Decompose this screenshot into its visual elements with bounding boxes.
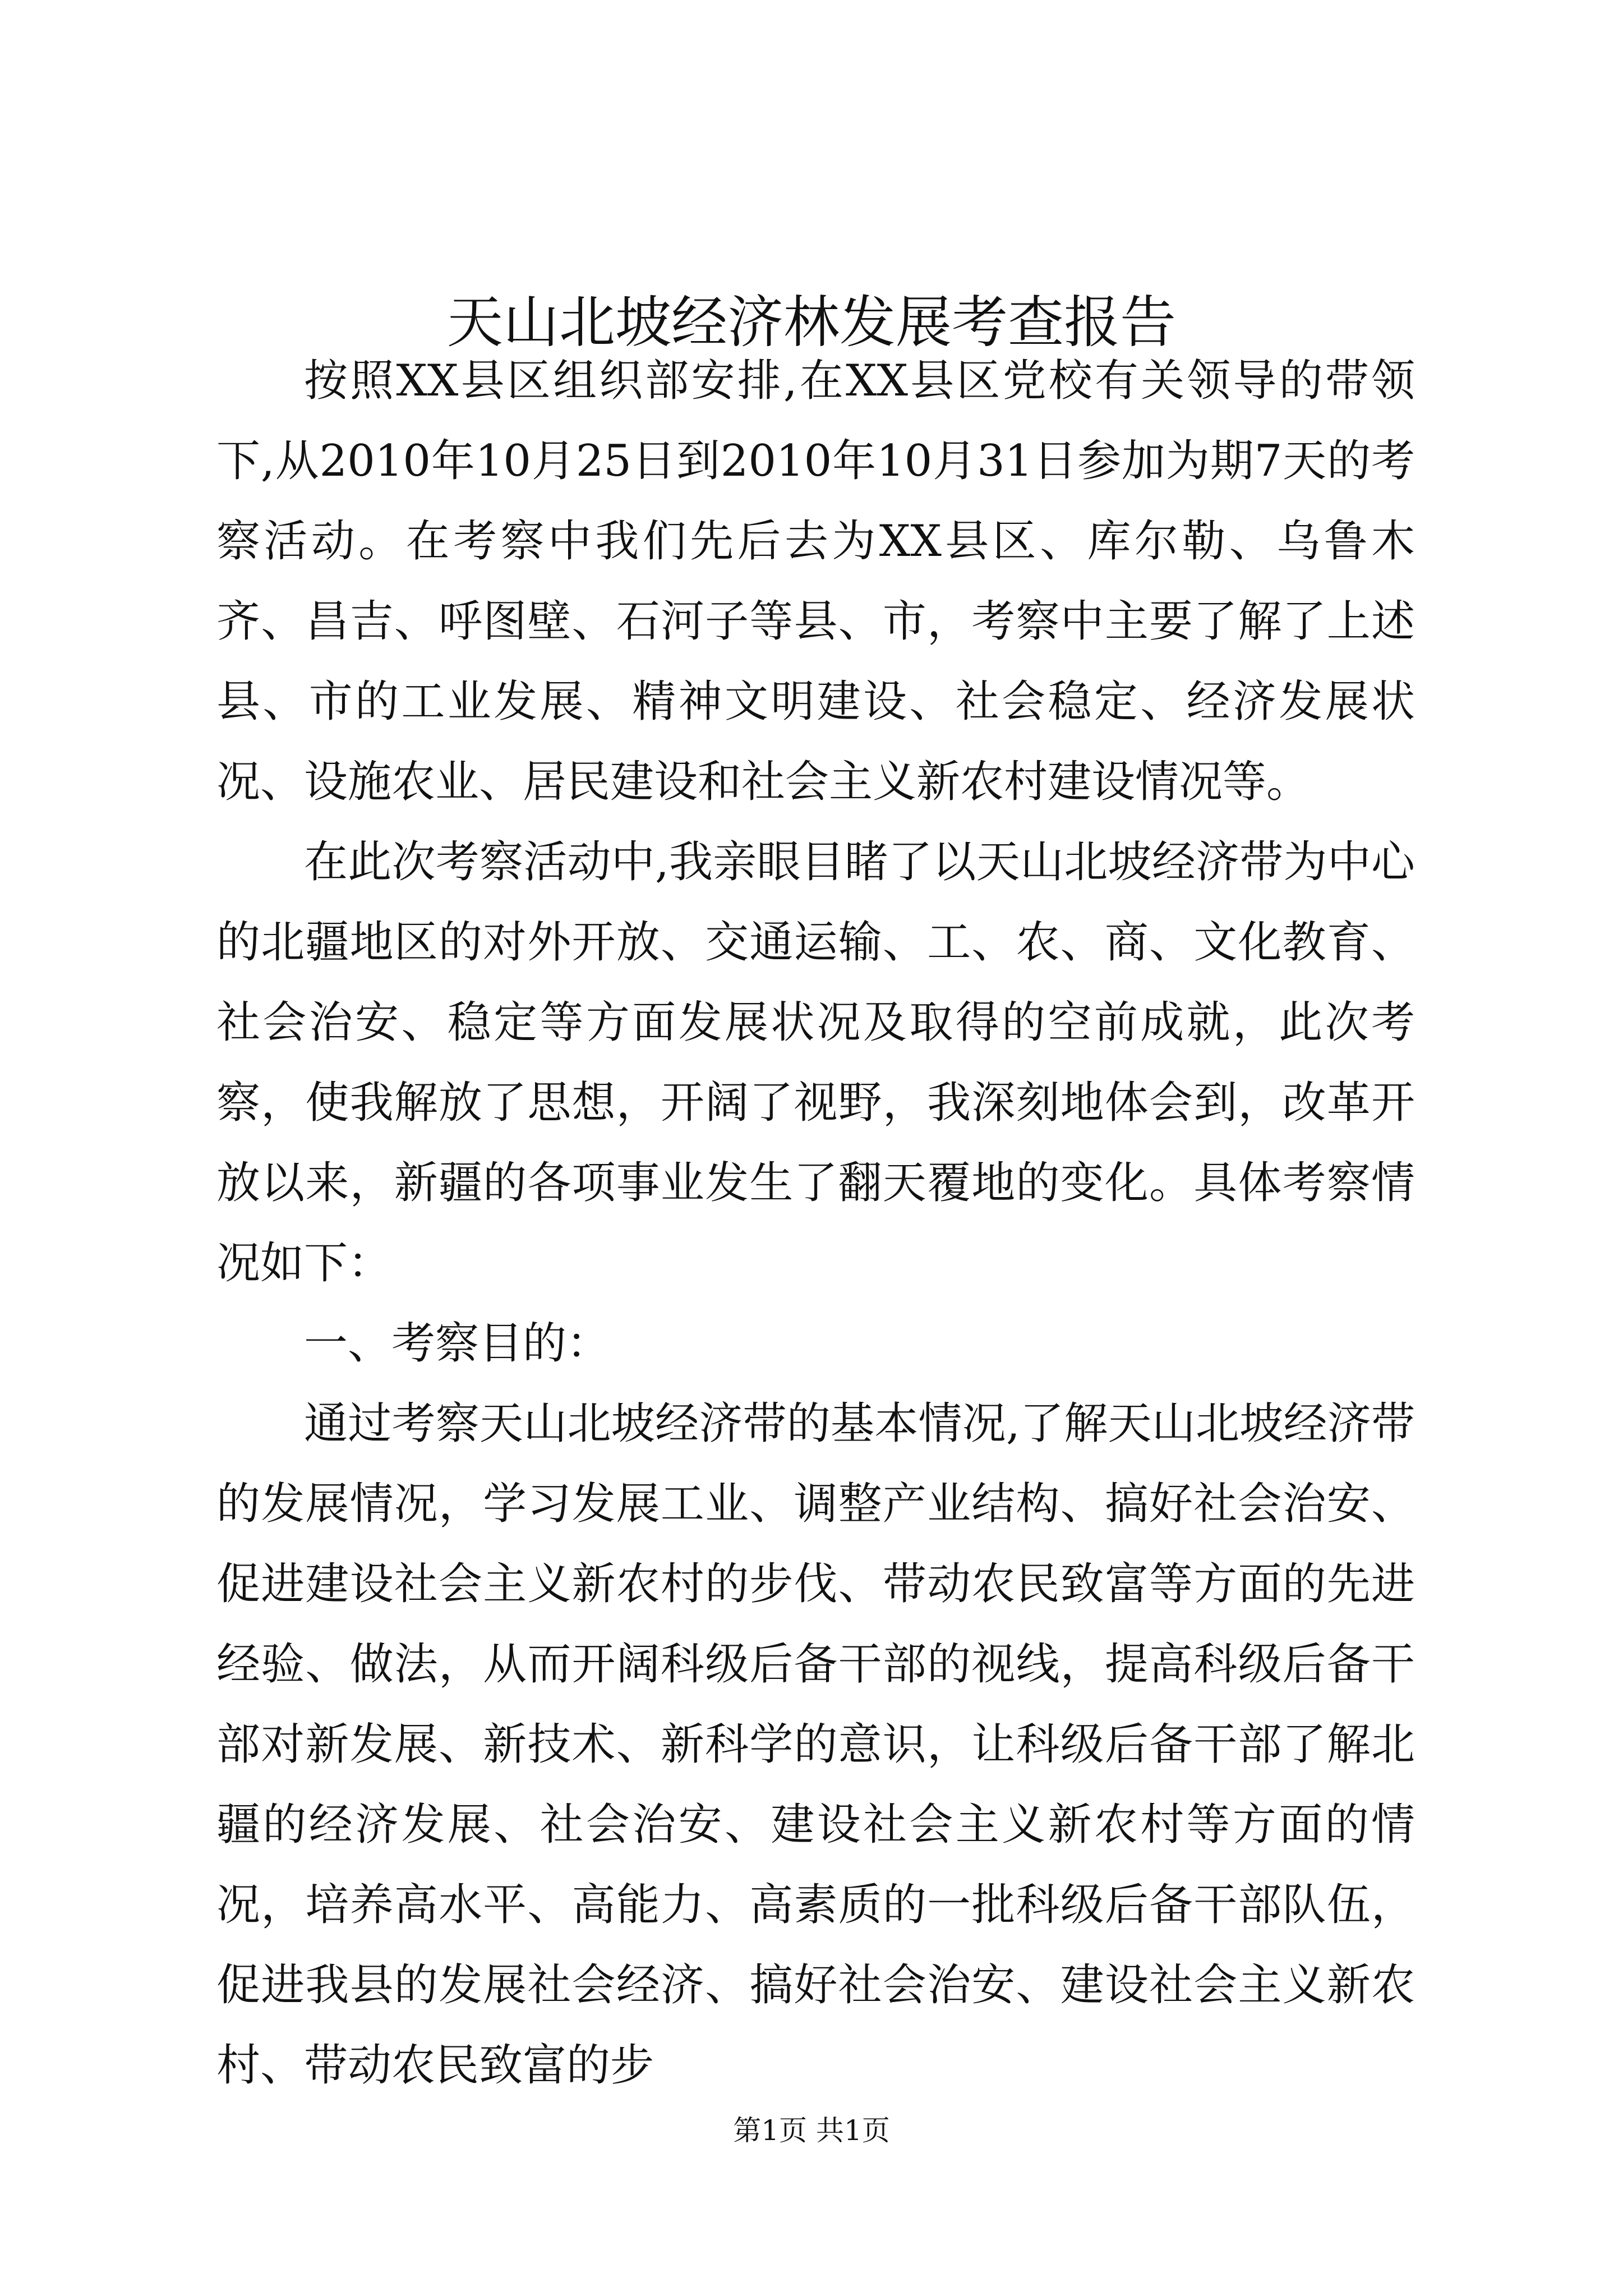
- page-footer: 第1页 共1页: [733, 2114, 890, 2147]
- paragraph-intro: 按照XX县区组织部安排,在XX县区党校有关领导的带领下,从2010年10月25日到2010年10月31日参加为期7天的考察活动。在考察中我们先后去为XX县区、库尔勒、乌鲁木齐、昌吉、呼图壁、石河子等县、市，考察中主要了解了上述县、市的工业发展、精神文明建设、社会稳定、经济发展状况、设施农业、居民建设和社会主义新农村建设情况等。: [216, 356, 1415, 807]
- paragraph-observations: 在此次考察活动中,我亲眼目睹了以天山北坡经济带为中心的北疆地区的对外开放、交通运输、工、农、商、文化教育、社会治安、稳定等方面发展状况及取得的空前成就，此次考察，使我解放了思想，开阔了视野，我深刻地体会到，改革开放以来，新疆的各项事业发生了翻天覆地的变化。具体考察情况如下：: [216, 837, 1415, 1289]
- document-title: 天山北坡经济林发展考查报告: [447, 289, 1176, 355]
- section-heading-purpose: 一、考察目的：: [304, 1318, 611, 1369]
- paragraph-purpose: 通过考察天山北坡经济带的基本情况,了解天山北坡经济带的发展情况，学习发展工业、调整产业结构、搞好社会治安、促进建设社会主义新农村的步伐、带动农民致富等方面的先进经验、做法，从而开阔科级后备干部的视线，提高科级后备干部对新发展、新技术、新科学的意识，让科级后备干部了解北疆的经济发展、社会治安、建设社会主义新农村等方面的情况，培养高水平、高能力、高素质的一批科级后备干部队伍，促进我县的发展社会经济、搞好社会治安、建设社会主义新农村、带动农民致富的步: [216, 1398, 1415, 2091]
- document-body: [216, 341, 1415, 2106]
